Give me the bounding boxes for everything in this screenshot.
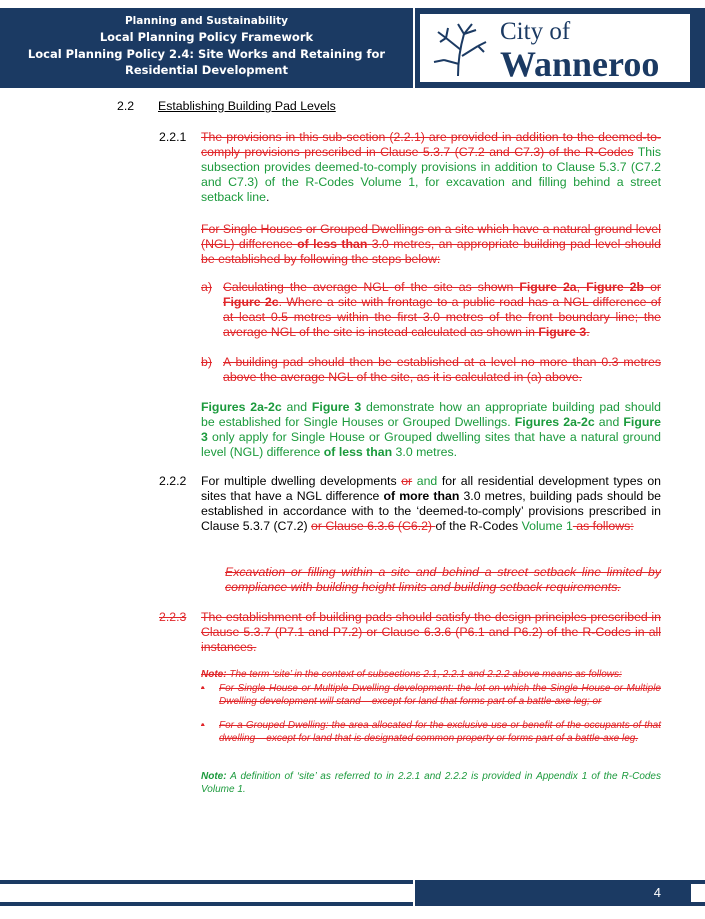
header-department: Planning and Sustainability	[124, 15, 289, 27]
clause-2-2-2-text: For multiple dwelling developments or and for all residential development types on sites that have a NGL difference of more than 3.0 metres, building pads should be established in accordance with to the ‘deemed-to-comply’ provisions prescribed in Clause 5.3.7 (C7.2) or Clause 6.3.6 (C6.2) of the R-Codes Volume 1 as follows:	[201, 474, 662, 533]
item-a-text: Calculating the average NGL of the site as shown Figure 2a, Figure 2b or Figure 2c. Where a site with frontage to a public road has a NGL difference of at least 0.5 metres within the first 3.0 metres of the front boundary line; the average NGL of the site is instead calculated as shown in Figure 3.	[223, 280, 662, 339]
section-heading	[117, 99, 336, 113]
bullet-marker: •	[201, 720, 205, 731]
clause-number-2-2-1: 2.2.1	[159, 130, 187, 144]
note-bullet-2: For a Grouped Dwelling: the area allocated for the exclusive use or benefit of the occupants of that dwelling – except for land that is designated common property or forms part of a battle-axe leg.	[219, 720, 661, 744]
clause-2-2-1-deleted-para: For Single Houses or Grouped Dwellings on a site which have a natural ground level (NGL) difference of less than 3.0 metres, an appropriate building pad level should be established by following the steps below:	[201, 222, 661, 266]
page-number: 4	[653, 885, 661, 900]
note-inserted: Note: A definition of ‘site’ as referred to in 2.2.1 and 2.2.2 is provided in Appendix 1 of the R-Codes Volume 1.	[201, 771, 661, 795]
bullet-marker: •	[201, 683, 205, 694]
header-framework: Local Planning Policy Framework	[99, 30, 314, 44]
logo-city-of: City of	[500, 18, 571, 45]
footer-page-box	[415, 880, 691, 906]
clause-number-2-2-2: 2.2.2	[159, 474, 187, 488]
inserted-text: This subsection provides deemed-to-comply provisions in addition to Clause 5.3.7 (C7.2 and C7.3) of the R-Codes Volume 1, for excavation and filling behind a street setback line	[201, 145, 662, 204]
logo-panel	[415, 8, 705, 88]
header-policy-title: Local Planning Policy 2.4: Site Works and Retaining for Residential Development	[27, 47, 386, 77]
note-bullet-1: For Single House or Multiple Dwelling development: the lot on which the Single House or Multiple Dwelling development will stand – except for land that forms part of a battle-axe leg; or	[219, 683, 661, 707]
logo-wanneroo: Wanneroo	[500, 44, 660, 84]
clause-2-2-1-intro: The provisions in this sub-section (2.2.1) are provided in addition to the deemed-to-comply provisions prescribed in Clause 5.3.7 (C7.2 and C7.3) of the R-Codes This subsection provides deemed-to-comply provisions in addition to Clause 5.3.7 (C7.2 and C7.3) of the R-Codes Volume 1, for excavation and filling behind a street setback line.	[201, 130, 662, 204]
kangaroo-paw-icon	[428, 20, 492, 78]
quoted-provision: Excavation or filling within a site and behind a street setback line limited by compliance with building height limits and building setback requirements.	[225, 565, 661, 594]
footer-rule	[0, 880, 413, 906]
section-title: Establishing Building Pad Levels	[158, 99, 336, 113]
city-logo	[420, 14, 690, 82]
header-banner	[0, 8, 413, 88]
footer-rule-tail	[691, 880, 705, 906]
item-b-text: A building pad should then be established at a level no more than 0.3 metres above the average NGL of the site, as it is calculated in (a) above.	[223, 355, 661, 384]
note-deleted: Note: The term ‘site’ in the context of subsections 2.1, 2.2.1 and 2.2.2 above means as follows:	[201, 669, 622, 680]
item-a-label: a)	[201, 280, 212, 294]
clause-2-2-3-text: The establishment of building pads should satisfy the design principles prescribed in Clause 5.3.7 (P7.1 and P7.2) or Clause 6.3.6 (P6.1 and P6.2) of the R-Codes in all instances.	[201, 610, 661, 654]
clause-number-2-2-3: 2.2.3	[159, 610, 187, 624]
figures-paragraph: Figures 2a-2c and Figure 3 demonstrate how an appropriate building pad should be established for Single Houses or Grouped Dwellings. Figures 2a-2c and Figure 3 only apply for Single House or Grouped dwelling sites that have a natural ground level (NGL) difference of less than 3.0 metres.	[201, 400, 661, 459]
section-number: 2.2	[117, 99, 135, 113]
deleted-text: The provisions in this sub-section (2.2.1) are provided in addition to the deemed-to-comply provisions prescribed in Clause 5.3.7 (C7.2 and C7.3) of the R-Codes	[201, 130, 661, 159]
item-b-label: b)	[201, 355, 212, 369]
